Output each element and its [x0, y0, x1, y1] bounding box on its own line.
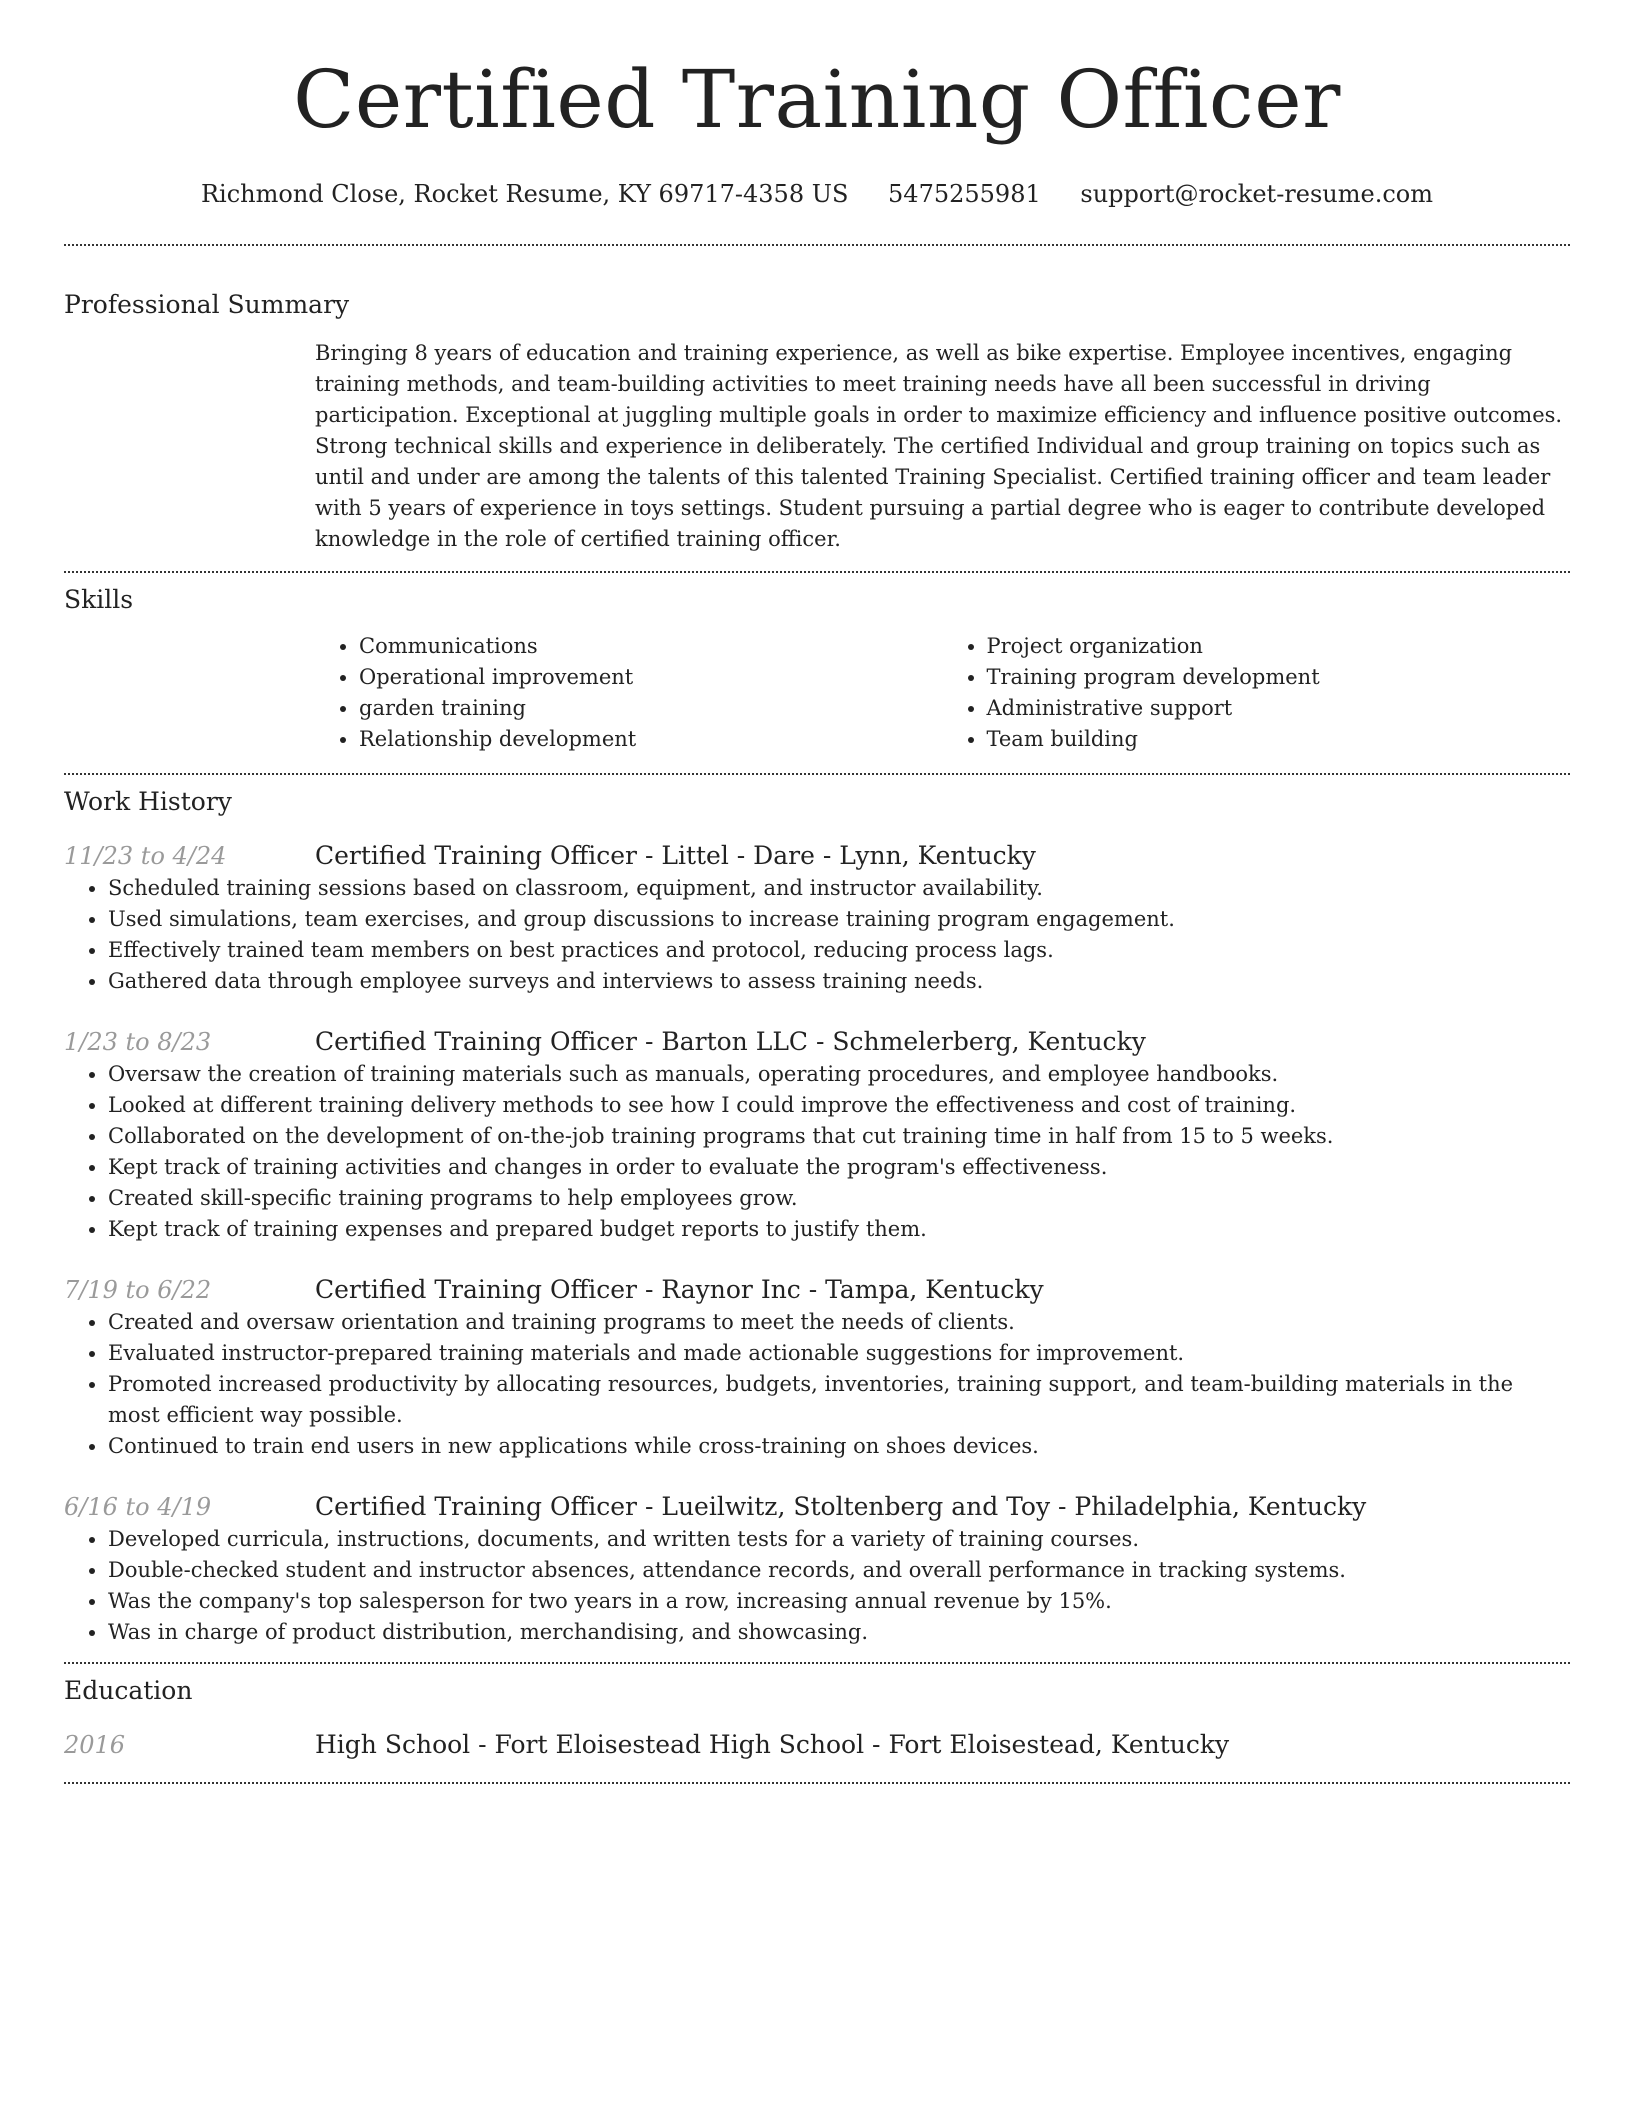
skill-item: • Training program development — [987, 662, 1571, 693]
job-title: Certified Training Officer - Littel - Dare - Lynn, Kentucky — [315, 841, 1036, 870]
job-dates: 11/23 to 4/24 — [64, 842, 227, 870]
skills-grid — [315, 631, 1570, 755]
job-header — [64, 1490, 1570, 1524]
education-title: High School - Fort Eloisestead High School - Fort Eloisestead, Kentucky — [315, 1730, 1230, 1759]
job-bullets — [64, 1307, 1570, 1462]
divider — [64, 773, 1570, 775]
job-bullet: • Double-checked student and instructor absences, attendance records, and overall performance in tracking systems. — [108, 1555, 1570, 1586]
job-bullet: • Developed curricula, instructions, documents, and written tests for a variety of training courses. — [108, 1524, 1570, 1555]
job-entry — [64, 1490, 1570, 1648]
job-dates: 6/16 to 4/19 — [64, 1493, 212, 1521]
divider — [64, 1662, 1570, 1664]
resume-page — [64, 0, 1570, 1784]
job-bullet: • Was in charge of product distribution, merchandising, and showcasing. — [108, 1617, 1570, 1648]
skills-section — [64, 583, 1570, 755]
contact-line — [64, 178, 1570, 210]
job-title: Certified Training Officer - Lueilwitz, Stoltenberg and Toy - Philadelphia, Kentucky — [315, 1492, 1367, 1521]
job-bullet: • Used simulations, team exercises, and group discussions to increase training program engagement. — [108, 904, 1570, 935]
job-title: Certified Training Officer - Raynor Inc - Tampa, Kentucky — [315, 1275, 1044, 1304]
job-bullet: • Looked at different training delivery methods to see how I could improve the effectiveness and cost of training. — [108, 1090, 1570, 1121]
divider — [64, 244, 1570, 246]
contact-phone: 5475255981 — [888, 180, 1041, 208]
contact-address: Richmond Close, Rocket Resume, KY 69717-4358 US — [200, 180, 849, 208]
skill-item: • Administrative support — [987, 693, 1571, 724]
job-bullets — [64, 873, 1570, 997]
job-entry — [64, 1273, 1570, 1462]
job-bullets — [64, 1059, 1570, 1245]
summary-text: Bringing 8 years of education and training experience, as well as bike expertise. Employee incentives, engaging training methods, and team-building activities to meet training needs have all been successful in driving participation. Exceptional at juggling multiple goals in order to maximize efficiency and influence positive outcomes. Strong technical skills and experience in deliberately. The certified Individual and group training on topics such as until and under are among the talents of this talented Training Specialist. Certified training officer and team leader with 5 years of experience in toys settings. Student pursuing a partial degree who is eager to contribute developed knowledge in the role of certified training officer. — [315, 341, 1563, 551]
job-header — [64, 839, 1570, 873]
skill-item: • garden training — [359, 693, 943, 724]
job-bullet: • Continued to train end users in new applications while cross-training on shoes devices. — [108, 1431, 1570, 1462]
job-bullet: • Created and oversaw orientation and training programs to meet the needs of clients. — [108, 1307, 1570, 1338]
job-bullet: • Gathered data through employee surveys and interviews to assess training needs. — [108, 966, 1570, 997]
contact-email[interactable]: support@rocket-resume.com — [1080, 180, 1433, 208]
skill-item: • Team building — [987, 724, 1571, 755]
job-bullet: • Oversaw the creation of training materials such as manuals, operating procedures, and employee handbooks. — [108, 1059, 1570, 1090]
job-entry — [64, 1025, 1570, 1245]
job-bullet: • Evaluated instructor-prepared training materials and made actionable suggestions for improvement. — [108, 1338, 1570, 1369]
skill-item: • Operational improvement — [359, 662, 943, 693]
education-year: 2016 — [64, 1731, 126, 1759]
section-title-summary: Professional Summary — [64, 290, 350, 319]
education-section — [64, 1674, 1570, 1762]
divider — [64, 571, 1570, 573]
skill-item: • Relationship development — [359, 724, 943, 755]
job-entry — [64, 839, 1570, 997]
job-dates: 1/23 to 8/23 — [64, 1028, 212, 1056]
job-bullet: • Was the company's top salesperson for two years in a row, increasing annual revenue by 15%. — [108, 1586, 1570, 1617]
job-header — [64, 1025, 1570, 1059]
summary-section — [64, 288, 1570, 555]
skills-list-left — [315, 631, 943, 755]
education-entry — [64, 1728, 1570, 1762]
job-bullet: • Effectively trained team members on best practices and protocol, reducing process lags. — [108, 935, 1570, 966]
skill-item: • Project organization — [987, 631, 1571, 662]
skills-list-right — [943, 631, 1571, 755]
divider — [64, 1782, 1570, 1784]
job-header — [64, 1273, 1570, 1307]
resume-name: Certified Training Officer — [293, 53, 1341, 146]
section-title-education: Education — [64, 1676, 193, 1705]
job-title: Certified Training Officer - Barton LLC - Schmelerberg, Kentucky — [315, 1027, 1146, 1056]
job-bullet: • Collaborated on the development of on-the-job training programs that cut training time in half from 15 to 5 weeks. — [108, 1121, 1570, 1152]
skill-item: • Communications — [359, 631, 943, 662]
job-dates: 7/19 to 6/22 — [64, 1276, 212, 1304]
job-bullets — [64, 1524, 1570, 1648]
job-bullet: • Scheduled training sessions based on classroom, equipment, and instructor availability. — [108, 873, 1570, 904]
section-title-work: Work History — [64, 787, 232, 816]
job-bullet: • Kept track of training activities and changes in order to evaluate the program's effectiveness. — [108, 1152, 1570, 1183]
section-title-skills: Skills — [64, 585, 134, 614]
work-history-section — [64, 785, 1570, 1648]
job-bullet: • Kept track of training expenses and prepared budget reports to justify them. — [108, 1214, 1570, 1245]
job-bullet: • Promoted increased productivity by allocating resources, budgets, inventories, training support, and team-building materials in the most efficient way possible. — [108, 1369, 1570, 1431]
job-bullet: • Created skill-specific training programs to help employees grow. — [108, 1183, 1570, 1214]
